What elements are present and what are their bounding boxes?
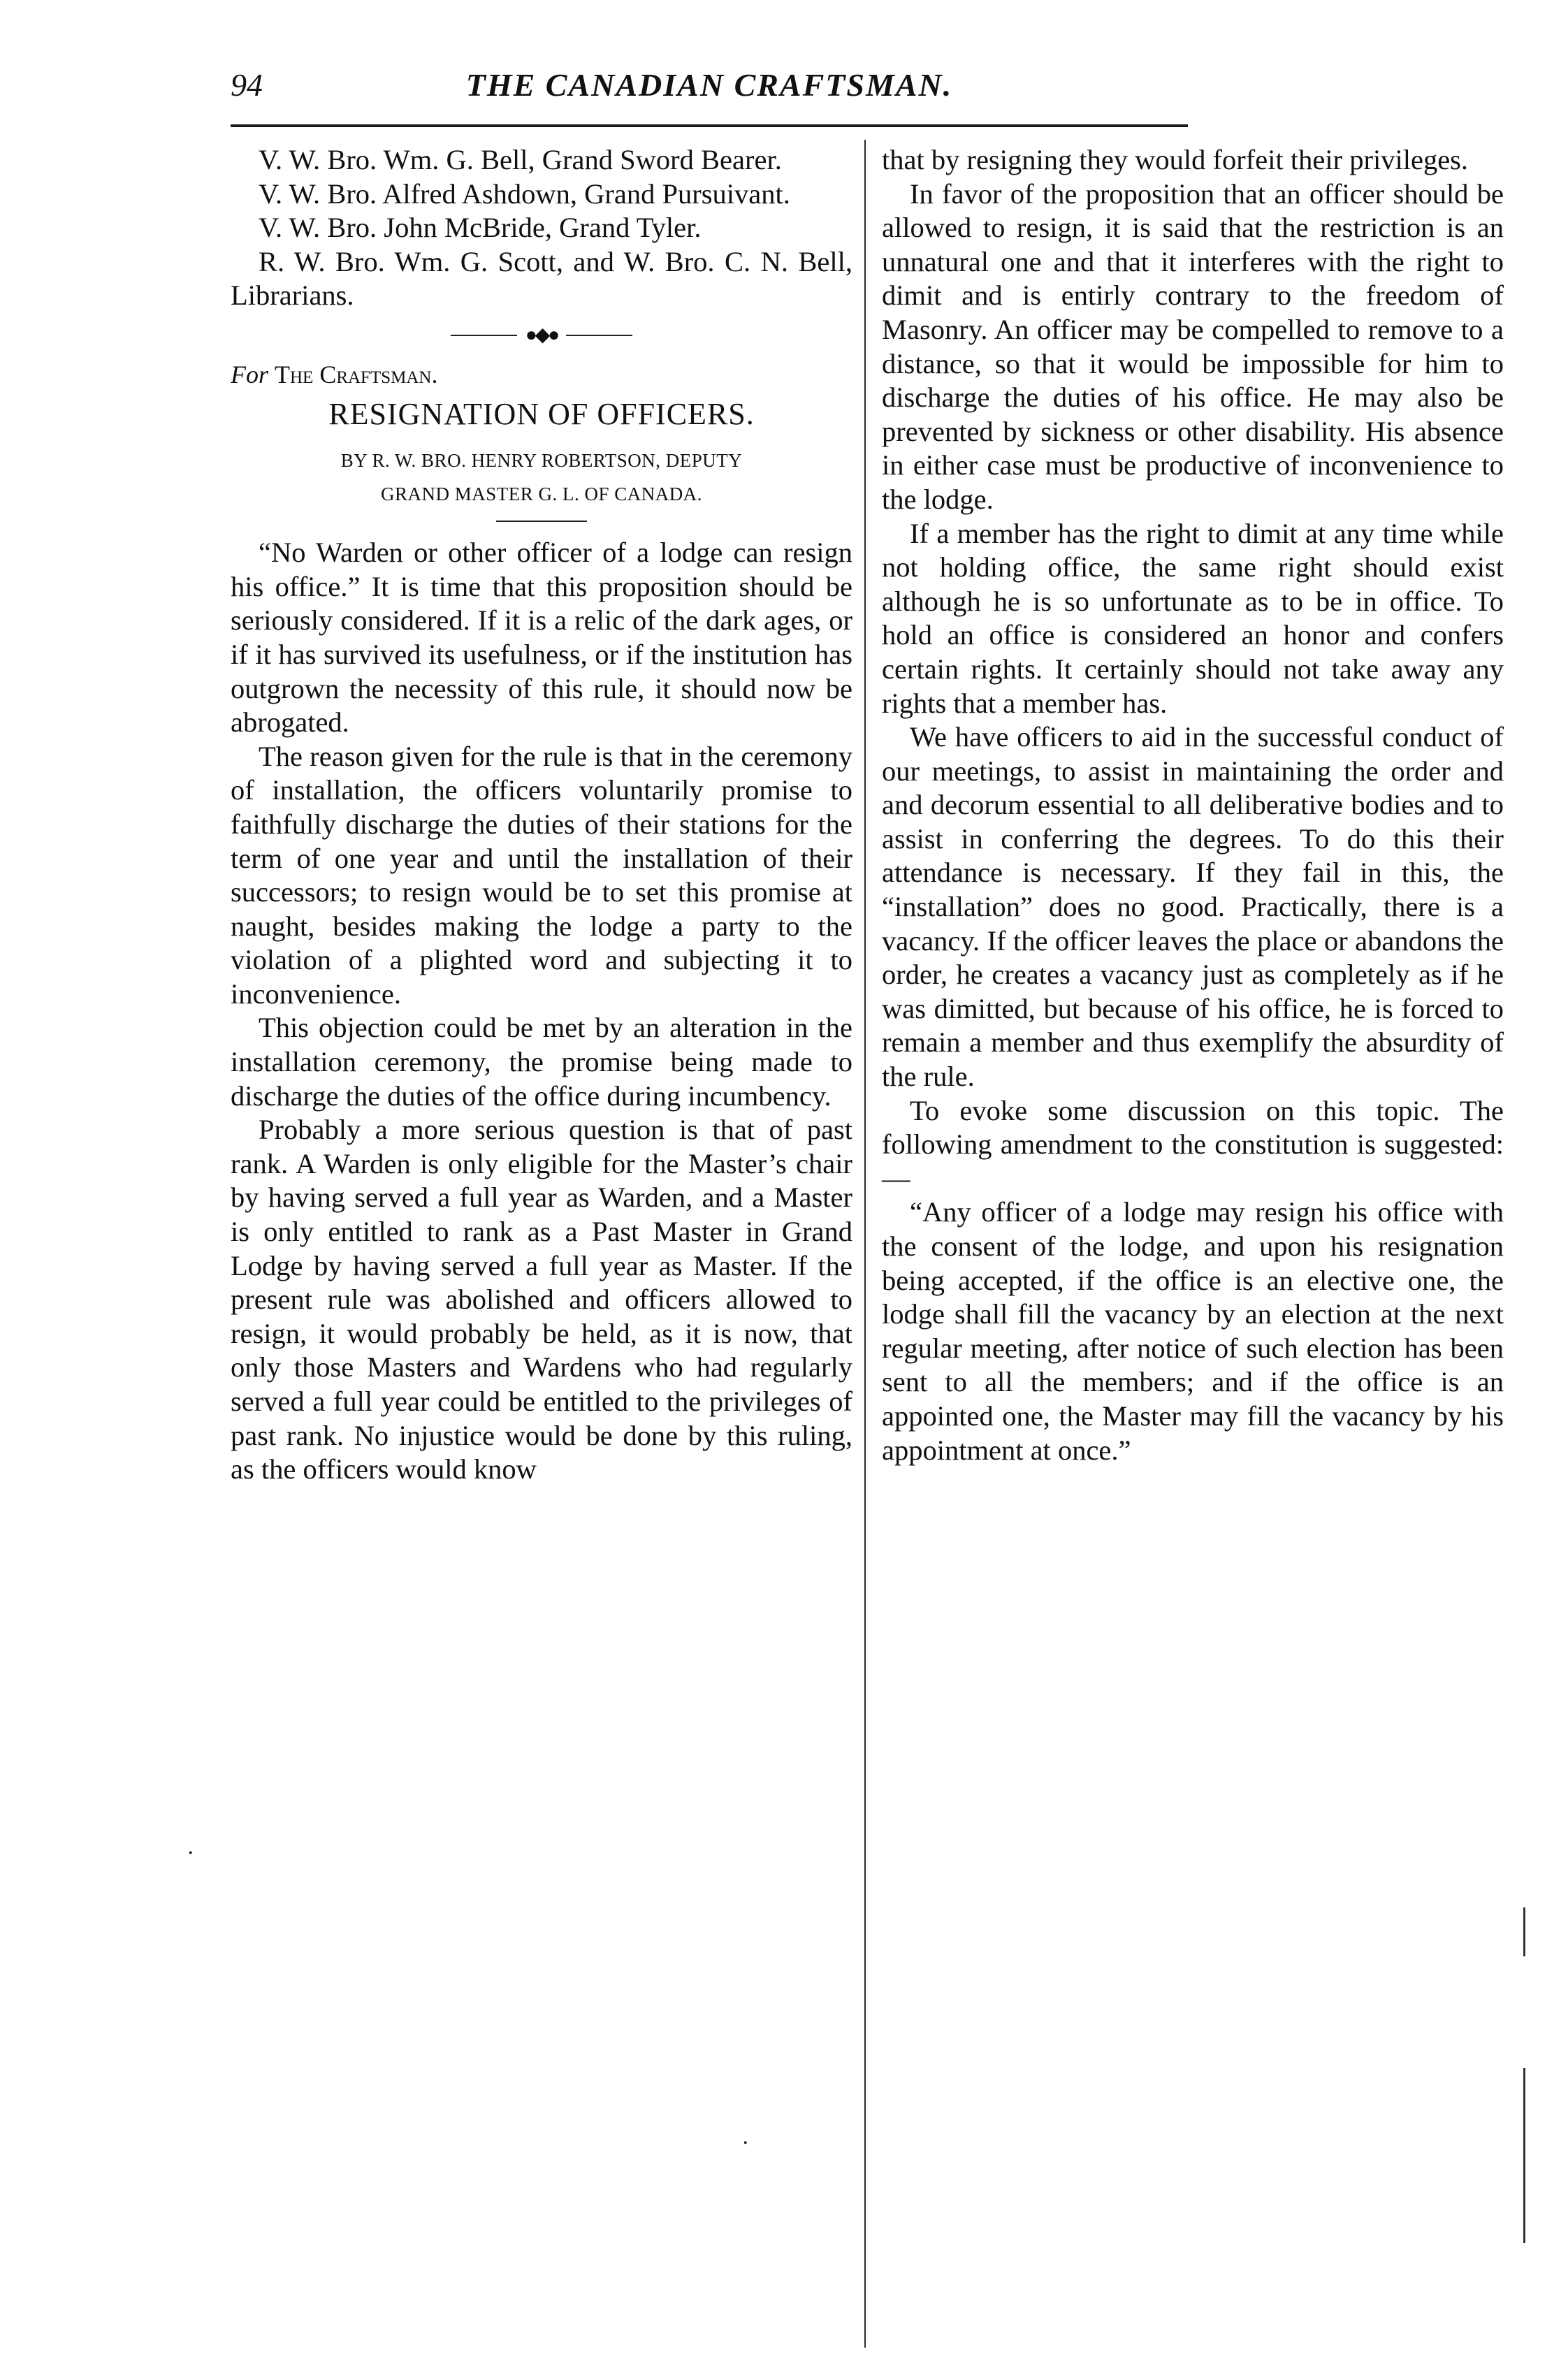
paragraph: To evoke some discussion on this topic. The following amendment to the constitution is suggested:—	[882, 1094, 1504, 1194]
paragraph: This objection could be met by an alteration in the installation ceremony, the promise being made to discharge the duties of the office during incumbency.	[231, 1012, 852, 1112]
paragraph: In favor of the proposition that an officer should be allowed to resign, it is said that the restriction is an unnatural one and that it interferes with the right to dimit and is entirly contrary to the freedom of Masonry. An officer may be compelled to remove to a distance, so that it would be impossible for him to discharge the duties of his office. He may also be prevented by sickness or other disability. His absence in either case must be productive of inconvenience to the lodge.	[882, 177, 1504, 515]
paragraph: Probably a more serious question is that of past rank. A Warden is only eligible for the Master’s chair by having served a full year as Warden, and a Master is only entitled to rank as a Past Master in Grand Lodge by having served a full year as Master. If the present rule was abolished and officers allowed to resign, it would probably be held, as it is now, that only those Masters and Wardens who had regularly served a full year could be entitled to the privileges of past rank. No injustice would be done by this ruling, as the officers would know	[231, 1114, 852, 1485]
officer-entry: V. W. Bro. Alfred Ashdown, Grand Pursuivant.	[259, 177, 790, 210]
left-column	[231, 143, 852, 1487]
source-prefix: For	[231, 360, 268, 388]
byline-rule	[496, 521, 587, 522]
officer-entry: V. W. Bro. Wm. G. Bell, Grand Sword Bearer.	[259, 144, 782, 175]
paragraph: We have officers to aid in the successful conduct of our meetings, to assist in maintaining the order and and decorum essential to all deliberative bodies and to assist in conferring the degrees. To do this their attendance is necessary. If they fail in this, the “installation” does no good. Practically, there is a vacancy. If the officer leaves the place or abandons the order, he creates a vacancy just as completely as if he was dimitted, but because of his office, he is forced to remain a member and thus exemplify the absurdity of the rule.	[882, 721, 1504, 1093]
source-name: The Craftsman.	[275, 360, 438, 388]
running-title: THE CANADIAN CRAFTSMAN.	[465, 67, 953, 103]
paragraph: “No Warden or other officer of a lodge can resign his office.” It is time that this proposition should be seriously considered. If it is a relic of the dark ages, or if it has survived its usefulness, or if the institution has outgrown the necessity of this rule, it should now be abrogated.	[231, 537, 852, 739]
article-byline-2: GRAND MASTER G. L. OF CANADA.	[380, 484, 703, 505]
section-ornament: ●◆●	[437, 328, 646, 342]
paragraph-continued: that by resigning they would forfeit their privileges.	[882, 144, 1469, 175]
print-speck: ·	[742, 2131, 749, 2155]
page-number: 94	[231, 67, 263, 103]
officer-entry: V. W. Bro. John McBride, Grand Tyler.	[259, 212, 702, 244]
officer-list	[231, 143, 852, 313]
article-source	[231, 358, 852, 392]
column-divider	[864, 140, 866, 2348]
header-rule	[231, 124, 1188, 127]
page-header	[231, 66, 1188, 115]
right-column	[882, 143, 1504, 1467]
edge-scan-mark	[1523, 2068, 1525, 2243]
print-speck: ·	[187, 1841, 194, 1866]
amendment-text: “Any officer of a lodge may resign his office with the consent of the lodge, and upon his resignation being accepted, if the office is an elective one, the lodge shall fill the vacancy by an election at the next regular meeting, after notice of such election has been sent to all the members; and if the office is an appointed one, the Master may fill the vacancy by his appointment at once.”	[882, 1196, 1504, 1466]
edge-scan-mark	[1523, 1907, 1525, 1956]
article-title: RESIGNATION OF OFFICERS.	[328, 396, 755, 431]
paragraph: If a member has the right to dimit at any time while not holding office, the same right should exist although he is so unfortunate as to be in office. To hold an office is considered an honor and confers certain rights. It certainly should not take away any rights that a member has.	[882, 517, 1504, 719]
article-byline-1: BY R. W. BRO. HENRY ROBERTSON, DEPUTY	[340, 450, 743, 472]
paragraph: The reason given for the rule is that in the ceremony of installation, the officers voluntarily promise to faithfully discharge the duties of their stations for the term of one year and until the installation of their successors; to resign would be to set this promise at naught, besides making the lodge a party to the violation of a plighted word and subjecting it to inconvenience.	[231, 740, 852, 1010]
officer-entry: R. W. Bro. Wm. G. Scott, and W. Bro. C. N. Bell, Librarians.	[231, 245, 852, 312]
